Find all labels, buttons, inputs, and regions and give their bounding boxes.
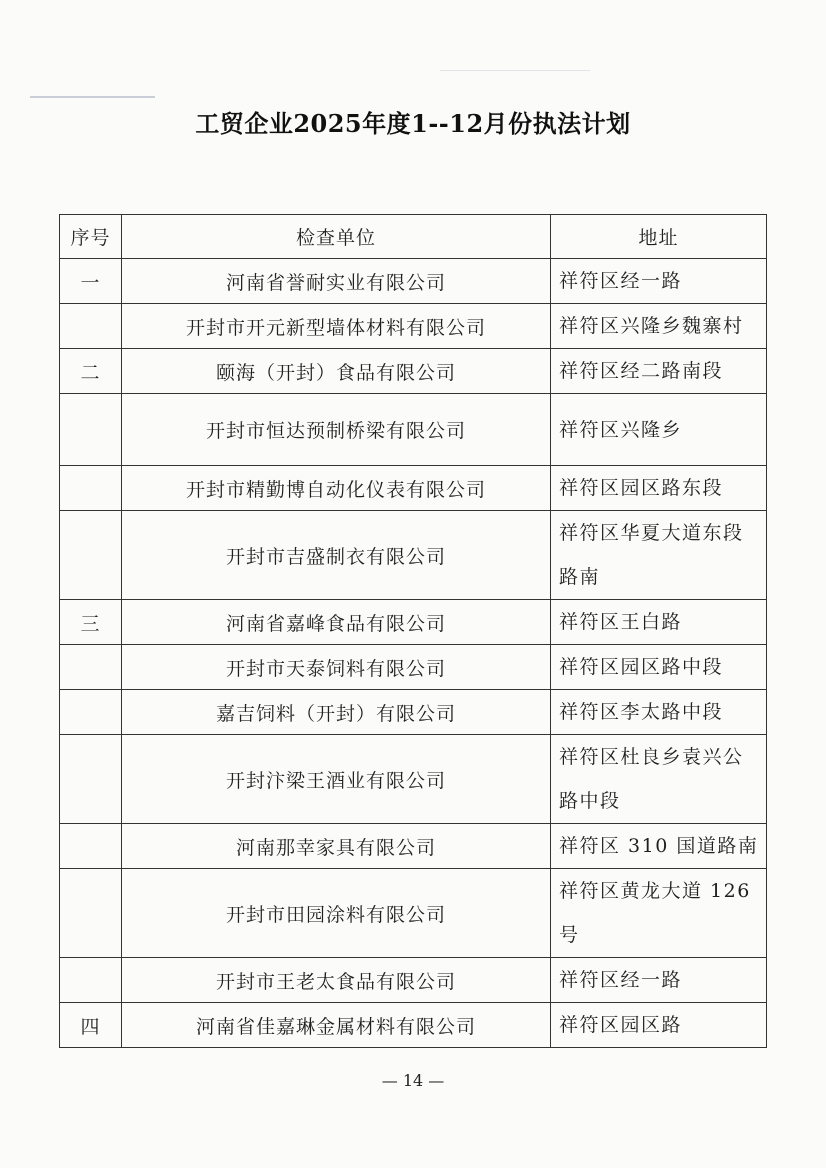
table-row <box>60 304 767 349</box>
row-address: 祥符区园区路东段 <box>551 466 767 511</box>
header-seq: 序号 <box>60 215 122 259</box>
row-seq <box>60 824 122 869</box>
table-row <box>60 259 767 304</box>
row-address: 祥符区经二路南段 <box>551 349 767 394</box>
scan-artifact-line <box>440 70 590 71</box>
row-address: 祥符区园区路中段 <box>551 645 767 690</box>
row-address: 祥符区经一路 <box>551 958 767 1003</box>
row-seq <box>60 735 122 824</box>
row-seq: 一 <box>60 259 122 304</box>
table-row <box>60 600 767 645</box>
table-row <box>60 511 767 600</box>
row-unit: 河南省嘉峰食品有限公司 <box>122 600 551 645</box>
table-row <box>60 824 767 869</box>
row-unit: 开封市王老太食品有限公司 <box>122 958 551 1003</box>
row-seq <box>60 645 122 690</box>
page-number: — 14 — <box>381 1071 445 1090</box>
row-unit: 河南那幸家具有限公司 <box>122 824 551 869</box>
row-seq <box>60 394 122 466</box>
document-title: 工贸企业2025年度1--12月份执法计划 <box>195 109 631 138</box>
table-row <box>60 958 767 1003</box>
row-address: 祥符区王白路 <box>551 600 767 645</box>
row-unit: 开封市田园涂料有限公司 <box>122 869 551 958</box>
row-seq <box>60 304 122 349</box>
row-seq <box>60 466 122 511</box>
row-unit: 开封市天泰饲料有限公司 <box>122 645 551 690</box>
row-seq <box>60 511 122 600</box>
row-address: 祥符区杜良乡袁兴公路中段 <box>551 735 767 824</box>
row-unit: 开封汴梁王酒业有限公司 <box>122 735 551 824</box>
row-address: 祥符区华夏大道东段路南 <box>551 511 767 600</box>
row-seq: 四 <box>60 1003 122 1048</box>
enforcement-plan-table <box>59 214 767 1048</box>
row-seq: 三 <box>60 600 122 645</box>
row-unit: 开封市精勤博自动化仪表有限公司 <box>122 466 551 511</box>
table-header-row <box>60 215 767 259</box>
row-seq <box>60 690 122 735</box>
row-unit: 颐海（开封）食品有限公司 <box>122 349 551 394</box>
row-seq <box>60 869 122 958</box>
header-unit: 检查单位 <box>122 215 551 259</box>
table-row <box>60 466 767 511</box>
table-row <box>60 735 767 824</box>
row-unit: 河南省佳嘉琳金属材料有限公司 <box>122 1003 551 1048</box>
row-address: 祥符区经一路 <box>551 259 767 304</box>
row-unit: 开封市吉盛制衣有限公司 <box>122 511 551 600</box>
table-row <box>60 690 767 735</box>
row-address: 祥符区黄龙大道 126 号 <box>551 869 767 958</box>
row-unit: 开封市开元新型墙体材料有限公司 <box>122 304 551 349</box>
table-row <box>60 645 767 690</box>
table-row <box>60 349 767 394</box>
table-row <box>60 869 767 958</box>
row-unit: 嘉吉饲料（开封）有限公司 <box>122 690 551 735</box>
row-seq <box>60 958 122 1003</box>
table-row <box>60 394 767 466</box>
scan-artifact-line <box>30 96 155 98</box>
row-address: 祥符区兴隆乡 <box>551 394 767 466</box>
row-address: 祥符区 310 国道路南 <box>551 824 767 869</box>
row-unit: 开封市恒达预制桥梁有限公司 <box>122 394 551 466</box>
row-address: 祥符区园区路 <box>551 1003 767 1048</box>
table-row <box>60 1003 767 1048</box>
row-unit: 河南省誉耐实业有限公司 <box>122 259 551 304</box>
row-seq: 二 <box>60 349 122 394</box>
row-address: 祥符区兴隆乡魏寨村 <box>551 304 767 349</box>
row-address: 祥符区李太路中段 <box>551 690 767 735</box>
header-address: 地址 <box>551 215 767 259</box>
